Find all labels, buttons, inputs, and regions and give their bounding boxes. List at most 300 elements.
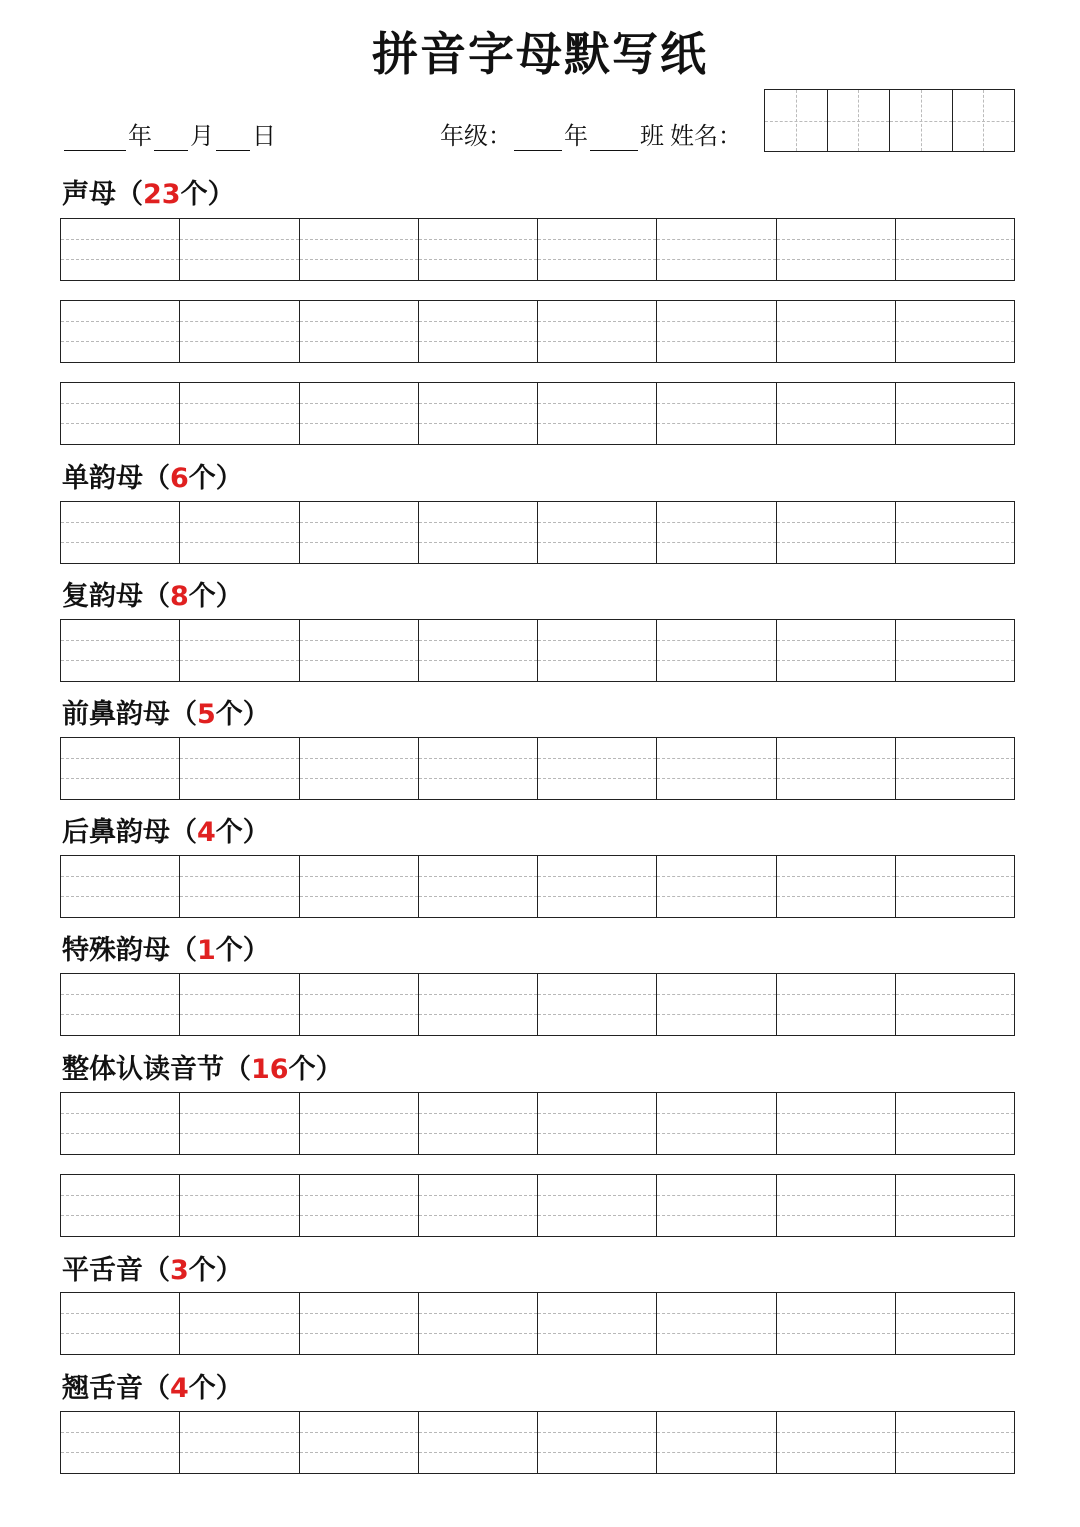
writing-cell[interactable] (61, 1412, 179, 1473)
writing-row (60, 1411, 1015, 1474)
section-heading (62, 456, 243, 495)
section-label: 后鼻韵母 (62, 817, 170, 848)
close-paren: ） (215, 1373, 243, 1404)
guide-line (538, 994, 656, 995)
guide-line (419, 1215, 537, 1216)
section-label: 前鼻韵母 (62, 699, 170, 730)
count-unit: 个 (215, 935, 243, 966)
guide-line (61, 522, 179, 523)
open-paren: （ (170, 817, 197, 848)
guide-line (896, 1133, 1014, 1134)
writing-cell[interactable] (776, 219, 895, 280)
writing-cell[interactable] (61, 974, 179, 1035)
writing-cell[interactable] (776, 1093, 895, 1154)
writing-cell[interactable] (656, 738, 775, 799)
close-paren: ） (242, 935, 270, 966)
page-title: 拼音字母默写纸 (372, 27, 708, 81)
guide-line (61, 341, 179, 342)
section-label: 特殊韵母 (62, 935, 170, 966)
count-unit: 个 (188, 1255, 216, 1286)
writing-cell[interactable] (895, 1412, 1014, 1473)
writing-cell[interactable] (776, 502, 895, 563)
guide-line (896, 423, 1014, 424)
writing-cell[interactable] (61, 502, 179, 563)
guide-line (896, 341, 1014, 342)
writing-cell[interactable] (299, 1293, 418, 1354)
guide-line (300, 1133, 418, 1134)
writing-cell[interactable] (299, 738, 418, 799)
guide-line (657, 1014, 775, 1015)
guide-line (896, 542, 1014, 543)
guide-line (61, 758, 179, 759)
guide-line (777, 1014, 895, 1015)
writing-cell[interactable] (61, 620, 179, 681)
name-cell[interactable] (765, 90, 827, 151)
guide-line (419, 522, 537, 523)
guide-line (538, 1452, 656, 1453)
writing-cell[interactable] (418, 856, 537, 917)
writing-cell[interactable] (61, 383, 179, 444)
writing-row (60, 1292, 1015, 1355)
writing-cell[interactable] (179, 1093, 298, 1154)
guide-line (538, 1432, 656, 1433)
writing-cell[interactable] (776, 301, 895, 362)
guide-line (61, 239, 179, 240)
guide-line (777, 1313, 895, 1314)
section-label: 翘舌音 (62, 1373, 143, 1404)
grade-year-blank[interactable] (514, 120, 562, 151)
open-paren: （ (170, 699, 197, 730)
name-label: 姓名： (670, 122, 742, 150)
guide-line (61, 778, 179, 779)
guide-line (538, 1313, 656, 1314)
count-unit: 个 (188, 581, 216, 612)
guide-line (657, 341, 775, 342)
guide-line (896, 896, 1014, 897)
guide-line (419, 876, 537, 877)
guide-line (538, 778, 656, 779)
guide-line (180, 896, 298, 897)
writing-cell[interactable] (179, 502, 298, 563)
writing-cell[interactable] (61, 1175, 179, 1236)
guide-line (657, 896, 775, 897)
writing-cell[interactable] (418, 219, 537, 280)
guide-line (777, 403, 895, 404)
writing-cell[interactable] (776, 1412, 895, 1473)
guide-line (300, 640, 418, 641)
guide-line (180, 259, 298, 260)
guide-line (538, 403, 656, 404)
guide-line (300, 1432, 418, 1433)
guide-line (61, 896, 179, 897)
writing-cell[interactable] (299, 502, 418, 563)
guide-line (538, 758, 656, 759)
guide-line (896, 758, 1014, 759)
section-count: 8 (170, 581, 189, 612)
guide-line (896, 1432, 1014, 1433)
guide-line (896, 778, 1014, 779)
section-label: 平舌音 (62, 1255, 143, 1286)
writing-cell[interactable] (299, 1093, 418, 1154)
writing-cell[interactable] (537, 738, 656, 799)
writing-cell[interactable] (895, 301, 1014, 362)
guide-line (419, 994, 537, 995)
guide-line (300, 522, 418, 523)
writing-cell[interactable] (418, 383, 537, 444)
section-count: 5 (197, 699, 216, 730)
guide-line (180, 1014, 298, 1015)
writing-cell[interactable] (776, 383, 895, 444)
guide-line (180, 758, 298, 759)
guide-line (61, 259, 179, 260)
writing-cell[interactable] (179, 974, 298, 1035)
guide-line (538, 876, 656, 877)
writing-cell[interactable] (61, 856, 179, 917)
count-unit: 个 (215, 699, 243, 730)
writing-cell[interactable] (418, 738, 537, 799)
guide-line (657, 423, 775, 424)
guide-line (300, 341, 418, 342)
writing-row (60, 619, 1015, 682)
guide-line (657, 542, 775, 543)
writing-cell[interactable] (299, 383, 418, 444)
writing-cell[interactable] (656, 301, 775, 362)
writing-cell[interactable] (537, 1293, 656, 1354)
guide-line (777, 239, 895, 240)
writing-cell[interactable] (418, 974, 537, 1035)
guide-line (419, 1313, 537, 1314)
writing-cell[interactable] (656, 856, 775, 917)
section-heading (62, 810, 270, 849)
close-paren: ） (315, 1054, 343, 1085)
writing-row (60, 973, 1015, 1036)
guide-line (777, 758, 895, 759)
writing-cell[interactable] (656, 974, 775, 1035)
guide-line (657, 1432, 775, 1433)
guide-line (300, 1215, 418, 1216)
guide-line (896, 1014, 1014, 1015)
guide-line (657, 758, 775, 759)
guide-line (538, 1215, 656, 1216)
guide-line (777, 542, 895, 543)
guide-line (538, 259, 656, 260)
writing-cell[interactable] (537, 620, 656, 681)
guide-line (300, 1195, 418, 1196)
guide-line (657, 321, 775, 322)
writing-cell[interactable] (537, 1412, 656, 1473)
writing-cell[interactable] (656, 502, 775, 563)
guide-line (777, 994, 895, 995)
section-label: 单韵母 (62, 463, 143, 494)
writing-cell[interactable] (537, 301, 656, 362)
guide-line (896, 259, 1014, 260)
guide-line (419, 259, 537, 260)
guide-line (538, 1195, 656, 1196)
guide-line (896, 1452, 1014, 1453)
guide-line (657, 259, 775, 260)
guide-line (61, 1313, 179, 1314)
guide-line (538, 1333, 656, 1334)
close-paren: ） (215, 581, 243, 612)
guide-line (300, 1313, 418, 1314)
guide-line (896, 1195, 1014, 1196)
guide-line (657, 660, 775, 661)
guide-line (300, 239, 418, 240)
guide-line (777, 1195, 895, 1196)
year-label: 年 (128, 122, 152, 150)
section-label: 整体认读音节 (62, 1054, 224, 1085)
writing-cell[interactable] (776, 974, 895, 1035)
writing-cell[interactable] (895, 502, 1014, 563)
open-paren: （ (143, 463, 170, 494)
guide-line (61, 1215, 179, 1216)
writing-cell[interactable] (776, 620, 895, 681)
writing-cell[interactable] (656, 1175, 775, 1236)
open-paren: （ (143, 581, 170, 612)
guide-line (419, 896, 537, 897)
writing-cell[interactable] (895, 1093, 1014, 1154)
guide-line (657, 1452, 775, 1453)
writing-cell[interactable] (179, 383, 298, 444)
name-writing-grid[interactable] (764, 89, 1015, 152)
guide-line (300, 660, 418, 661)
class-blank[interactable] (590, 120, 638, 151)
writing-cell[interactable] (656, 1412, 775, 1473)
guide-line (777, 321, 895, 322)
guide-line (180, 1432, 298, 1433)
section-count: 6 (170, 463, 189, 494)
guide-line (657, 403, 775, 404)
count-unit: 个 (215, 817, 243, 848)
guide-line (896, 1313, 1014, 1314)
writing-cell[interactable] (537, 974, 656, 1035)
writing-cell[interactable] (537, 1175, 656, 1236)
writing-row (60, 1092, 1015, 1155)
month-blank[interactable] (154, 120, 188, 151)
writing-cell[interactable] (537, 1093, 656, 1154)
guide-line (419, 403, 537, 404)
section-heading (62, 172, 235, 211)
writing-cell[interactable] (418, 1175, 537, 1236)
section-label: 声母 (62, 179, 116, 210)
guide-line (180, 1452, 298, 1453)
writing-cell[interactable] (299, 856, 418, 917)
guide-line (419, 660, 537, 661)
guide-line (300, 896, 418, 897)
guide-line (180, 1195, 298, 1196)
guide-line (777, 1432, 895, 1433)
guide-line (657, 1113, 775, 1114)
section-count: 4 (197, 817, 216, 848)
guide-line (61, 1014, 179, 1015)
close-paren: ） (215, 1255, 243, 1286)
writing-cell[interactable] (418, 301, 537, 362)
guide-line (538, 896, 656, 897)
guide-line (538, 239, 656, 240)
guide-line (61, 660, 179, 661)
guide-line (300, 259, 418, 260)
close-paren: ） (242, 817, 270, 848)
writing-row (60, 218, 1015, 281)
guide-line (61, 994, 179, 995)
writing-row (60, 501, 1015, 564)
guide-line (61, 1452, 179, 1453)
section-count: 4 (170, 1373, 189, 1404)
writing-cell[interactable] (895, 620, 1014, 681)
guide-line (300, 1014, 418, 1015)
writing-cell[interactable] (418, 1093, 537, 1154)
writing-cell[interactable] (776, 738, 895, 799)
writing-cell[interactable] (656, 219, 775, 280)
guide-line (777, 1133, 895, 1134)
guide-line (300, 876, 418, 877)
writing-cell[interactable] (895, 974, 1014, 1035)
writing-cell[interactable] (537, 219, 656, 280)
section-label: 复韵母 (62, 581, 143, 612)
section-count: 3 (170, 1255, 189, 1286)
writing-cell[interactable] (179, 1175, 298, 1236)
guide-line (777, 660, 895, 661)
writing-cell[interactable] (61, 301, 179, 362)
writing-cell[interactable] (299, 301, 418, 362)
writing-cell[interactable] (776, 1175, 895, 1236)
guide-line (300, 994, 418, 995)
writing-cell[interactable] (61, 1293, 179, 1354)
name-cell[interactable] (827, 90, 890, 151)
guide-line (777, 1215, 895, 1216)
writing-row (60, 855, 1015, 918)
day-blank[interactable] (216, 120, 250, 151)
guide-line (896, 522, 1014, 523)
writing-cell[interactable] (299, 620, 418, 681)
writing-cell[interactable] (179, 1293, 298, 1354)
guide-line (777, 1452, 895, 1453)
guide-line (300, 321, 418, 322)
guide-line (896, 640, 1014, 641)
guide-line (180, 403, 298, 404)
guide-line (419, 1133, 537, 1134)
guide-line (657, 1195, 775, 1196)
writing-cell[interactable] (179, 1412, 298, 1473)
guide-line (180, 239, 298, 240)
writing-cell[interactable] (895, 383, 1014, 444)
writing-cell[interactable] (61, 1093, 179, 1154)
writing-cell[interactable] (537, 502, 656, 563)
guide-line (419, 1452, 537, 1453)
writing-cell[interactable] (656, 1093, 775, 1154)
writing-cell[interactable] (537, 383, 656, 444)
writing-cell[interactable] (776, 856, 895, 917)
writing-cell[interactable] (418, 1412, 537, 1473)
guide-line (777, 423, 895, 424)
guide-line (777, 896, 895, 897)
writing-cell[interactable] (895, 1293, 1014, 1354)
writing-cell[interactable] (656, 1293, 775, 1354)
guide-line (61, 321, 179, 322)
guide-line (180, 542, 298, 543)
student-info-line (440, 116, 742, 151)
writing-cell[interactable] (418, 620, 537, 681)
section-count: 16 (251, 1054, 289, 1085)
guide-line (896, 876, 1014, 877)
writing-cell[interactable] (418, 1293, 537, 1354)
writing-row (60, 1174, 1015, 1237)
writing-cell[interactable] (656, 620, 775, 681)
writing-cell[interactable] (776, 1293, 895, 1354)
writing-cell[interactable] (299, 1412, 418, 1473)
guide-line (896, 660, 1014, 661)
writing-cell[interactable] (179, 738, 298, 799)
class-label: 班 (640, 122, 664, 150)
writing-row (60, 737, 1015, 800)
guide-line (419, 1432, 537, 1433)
guide-line (180, 341, 298, 342)
guide-line (657, 640, 775, 641)
writing-cell[interactable] (418, 502, 537, 563)
writing-cell[interactable] (61, 219, 179, 280)
guide-line (538, 1133, 656, 1134)
guide-line (657, 239, 775, 240)
guide-line (300, 758, 418, 759)
open-paren: （ (143, 1373, 170, 1404)
guide-line (180, 640, 298, 641)
guide-line (419, 1014, 537, 1015)
guide-line (419, 1195, 537, 1196)
grade-year-label: 年 (564, 122, 588, 150)
open-paren: （ (170, 935, 197, 966)
guide-line (777, 640, 895, 641)
guide-line (419, 778, 537, 779)
guide-line (180, 423, 298, 424)
guide-line (777, 341, 895, 342)
writing-cell[interactable] (299, 219, 418, 280)
section-count: 23 (143, 179, 181, 210)
guide-line (180, 778, 298, 779)
day-label: 日 (252, 122, 276, 150)
writing-cell[interactable] (179, 219, 298, 280)
name-cell[interactable] (889, 90, 952, 151)
guide-line (61, 1333, 179, 1334)
writing-cell[interactable] (179, 856, 298, 917)
writing-cell[interactable] (299, 974, 418, 1035)
guide-line (657, 522, 775, 523)
writing-cell[interactable] (895, 219, 1014, 280)
writing-cell[interactable] (656, 383, 775, 444)
guide-line (657, 1313, 775, 1314)
writing-cell[interactable] (179, 620, 298, 681)
count-unit: 个 (288, 1054, 316, 1085)
writing-cell[interactable] (299, 1175, 418, 1236)
guide-line (180, 1133, 298, 1134)
writing-cell[interactable] (179, 301, 298, 362)
grade-label: 年级： (440, 122, 512, 150)
writing-cell[interactable] (895, 856, 1014, 917)
writing-cell[interactable] (895, 738, 1014, 799)
name-cell[interactable] (952, 90, 1015, 151)
guide-line (896, 1113, 1014, 1114)
guide-line (300, 542, 418, 543)
guide-line (896, 321, 1014, 322)
year-blank[interactable] (64, 120, 126, 151)
close-paren: ） (215, 463, 243, 494)
guide-line (538, 1014, 656, 1015)
guide-line (538, 542, 656, 543)
writing-cell[interactable] (61, 738, 179, 799)
open-paren: （ (224, 1054, 251, 1085)
writing-cell[interactable] (537, 856, 656, 917)
guide-line (777, 778, 895, 779)
writing-cell[interactable] (895, 1175, 1014, 1236)
